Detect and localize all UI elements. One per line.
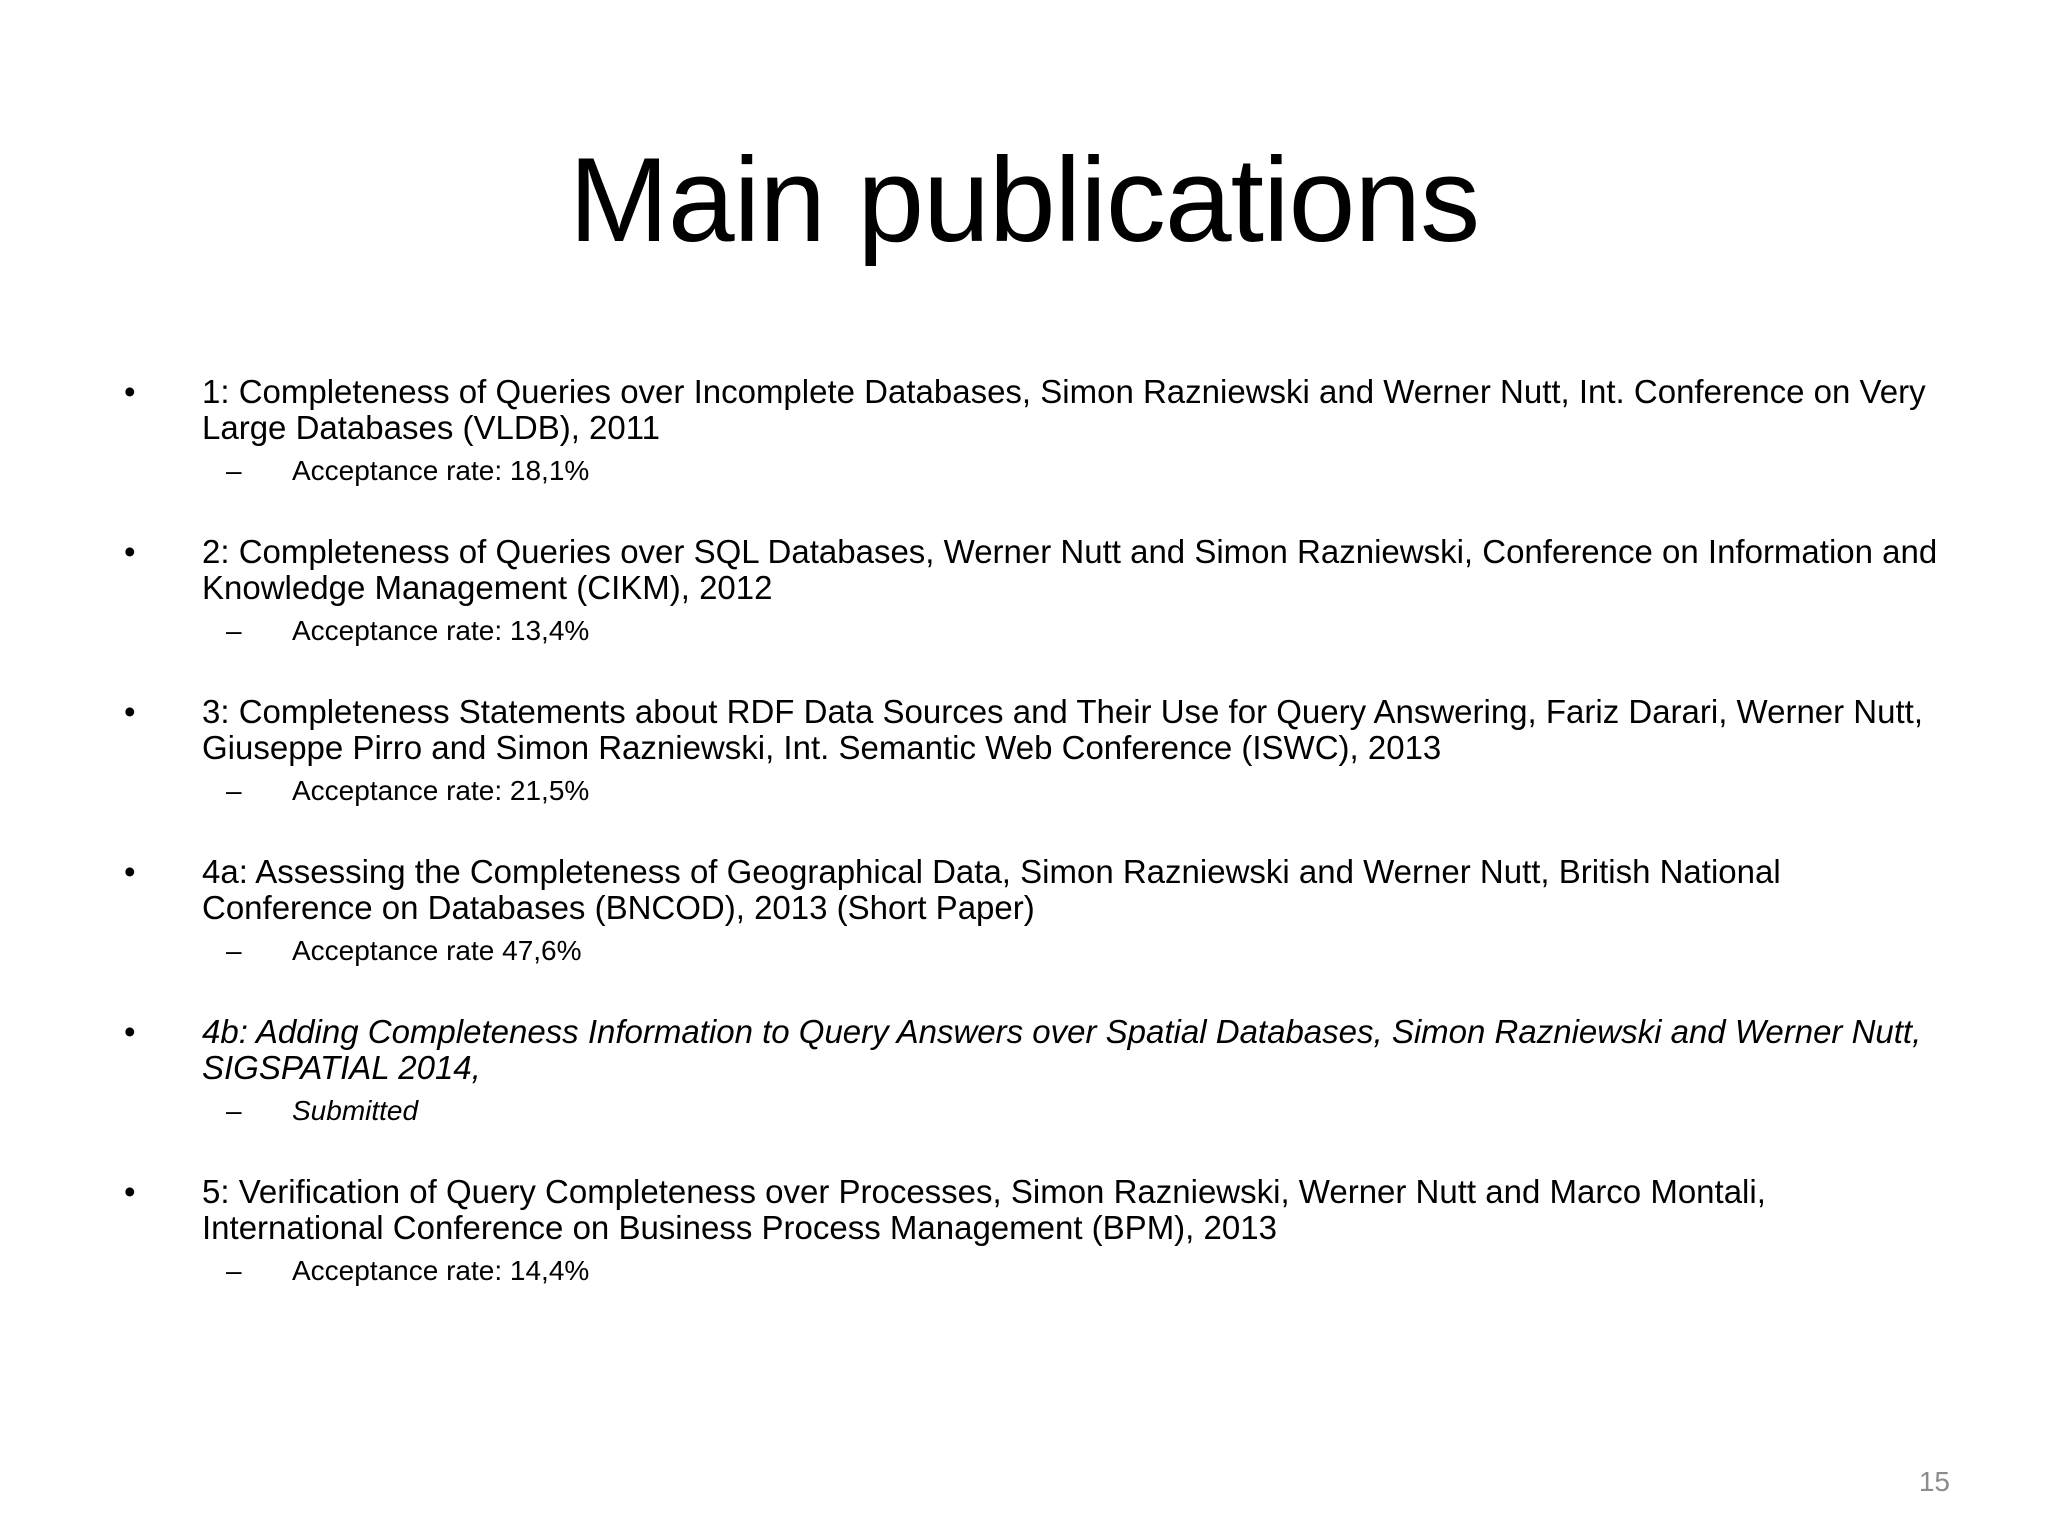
bullet-icon: • xyxy=(124,1173,136,1210)
publication-item-4b xyxy=(0,1014,2048,1128)
bullet-icon: • xyxy=(124,1013,136,1050)
dash-icon: – xyxy=(226,1255,242,1286)
publication-item-5 xyxy=(0,1174,2048,1288)
publication-text: 5: Verification of Query Completeness over Processes, Simon Razniewski, Werner Nutt and Marco Montali, International Conference on Business Process Management (BPM), 2013 xyxy=(202,1173,1766,1246)
publication-item-2 xyxy=(0,534,2048,648)
publication-list xyxy=(0,374,2048,1334)
bullet-icon: • xyxy=(124,693,136,730)
submission-status: Submitted xyxy=(292,1095,419,1126)
publication-subitem xyxy=(0,614,2048,648)
acceptance-rate: Acceptance rate 47,6% xyxy=(292,935,582,966)
dash-icon: – xyxy=(226,1095,242,1126)
publication-subitem xyxy=(0,774,2048,808)
publication-text: 2: Completeness of Queries over SQL Databases, Werner Nutt and Simon Razniewski, Conference on Information and Knowledge Management (CIKM), 2012 xyxy=(202,533,1938,606)
bullet-icon: • xyxy=(124,533,136,570)
dash-icon: – xyxy=(226,455,242,486)
acceptance-rate: Acceptance rate: 13,4% xyxy=(292,615,590,646)
publication-subitem xyxy=(0,1094,2048,1128)
publication-item-1 xyxy=(0,374,2048,488)
publication-subitem xyxy=(0,1254,2048,1288)
publication-text: 4a: Assessing the Completeness of Geographical Data, Simon Razniewski and Werner Nutt, British National Conference on Databases (BNCOD), 2013 (Short Paper) xyxy=(202,853,1781,926)
dash-icon: – xyxy=(226,775,242,806)
bullet-icon: • xyxy=(124,853,136,890)
dash-icon: – xyxy=(226,935,242,966)
acceptance-rate: Acceptance rate: 18,1% xyxy=(292,455,590,486)
publication-text: 4b: Adding Completeness Information to Query Answers over Spatial Databases, Simon Razniewski and Werner Nutt, SIGSPATIAL 2014, xyxy=(202,1013,1922,1086)
dash-icon: – xyxy=(226,615,242,646)
publication-subitem xyxy=(0,934,2048,968)
acceptance-rate: Acceptance rate: 14,4% xyxy=(292,1255,590,1286)
acceptance-rate: Acceptance rate: 21,5% xyxy=(292,775,590,806)
publication-item-3 xyxy=(0,694,2048,808)
publication-text: 1: Completeness of Queries over Incomplete Databases, Simon Razniewski and Werner Nutt, Int. Conference on Very Large Databases (VLDB), 2011 xyxy=(202,373,1926,446)
publication-item-4a xyxy=(0,854,2048,968)
publication-text: 3: Completeness Statements about RDF Data Sources and Their Use for Query Answering, Fariz Darari, Werner Nutt, Giuseppe Pirro and Simon Razniewski, Int. Semantic Web Conference (ISWC), 2013 xyxy=(202,693,1923,766)
publication-subitem xyxy=(0,454,2048,488)
page-number: 15 xyxy=(1918,1466,1950,1497)
slide-title: Main publications xyxy=(568,133,1480,267)
bullet-icon: • xyxy=(124,373,136,410)
